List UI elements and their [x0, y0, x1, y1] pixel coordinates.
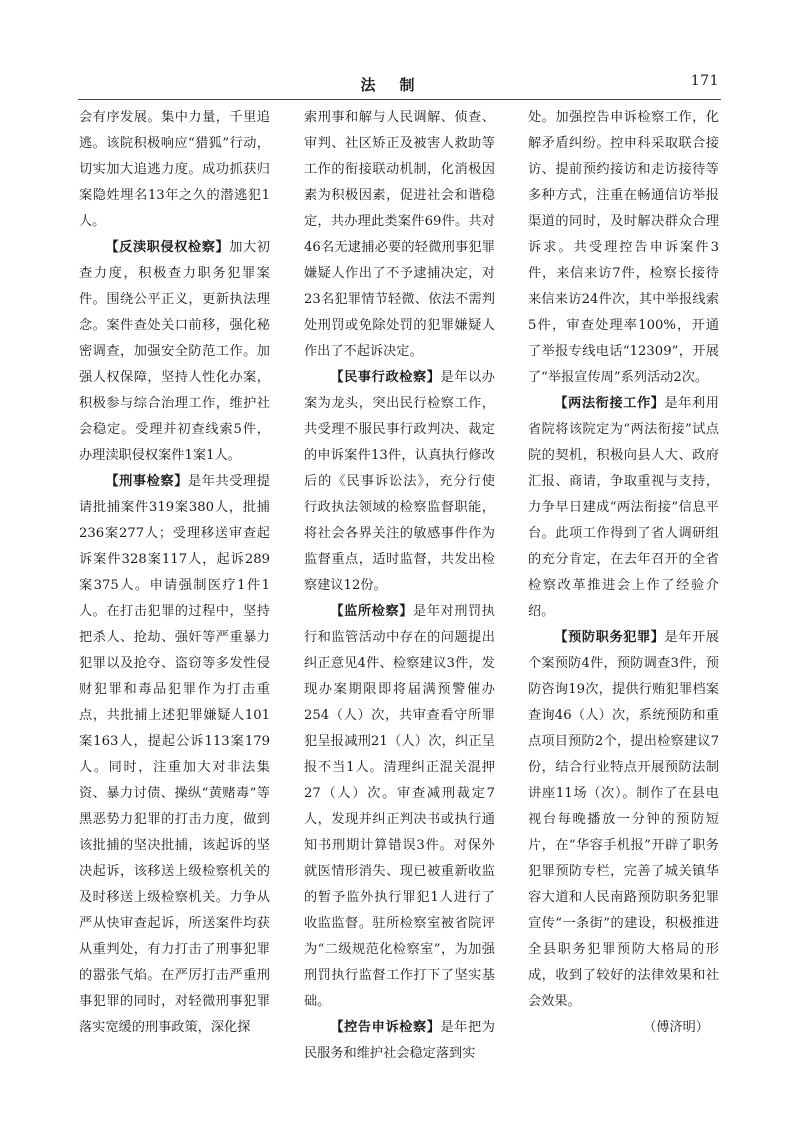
paragraph-continuation: 索刑事和解与人民调解、侦查、审判、社区矫正及被害人救助等工作的衔接联动机制，化消极因素为积极因素，促进社会和谐稳定，共办理此类案件69件。共对46名无逮捕必要的轻微刑事犯罪嫌疑人作出了不予逮捕决定，对23名犯罪情节轻微、依法不需判处刑罚或免除处罚的犯罪嫌疑人作出了不起诉决定。: [304, 110, 495, 359]
section-paragraph: [79, 469, 270, 1041]
section-heading: 【预防职务犯罪】: [554, 630, 665, 645]
author-signature: （傅济明）: [643, 1020, 709, 1035]
section-heading: 【刑事检察】: [105, 474, 188, 489]
section-title: 法制: [360, 76, 439, 94]
section-heading: 【控告申诉检察】: [330, 1020, 441, 1035]
section-body: 是年对刑罚执行和监管活动中存在的问题提出纠正意见4件、检察建议3件，发现办案期限即将届满预警催办254（人）次，共审查看守所罪犯呈报减刑21（人）次，纠正呈报不当1人。清理纠正混关混押27（人）次。审查减刑裁定7人，发现并纠正判决书或执行通知书刑期计算错误3件。对保外就医情形消失、现已被重新收监的暂予监外执行罪犯1人进行了收监监督。驻所检察室被省院评为“二级规范化检察室”，为加强刑罚执行监督工作打下了坚实基础。: [304, 604, 495, 1009]
text-column-3: [528, 105, 719, 1041]
section-heading: 【监所检察】: [330, 604, 413, 619]
section-body: 加大初查力度，积极查力职务犯罪案件。围绕公平正义，更新执法理念。案件查处关口前移，强化秘密调查，加强安全防范工作。加强人权保障，坚持人性化办案，积极参与综合治理工作，维护社会稳定。受理并初查线索5件，办理渎职侵权案件1案1人。: [79, 240, 270, 463]
paragraph-continuation: 会有序发展。集中力量，千里追逃。该院积极响应“猎狐”行动，切实加大追逃力度。成功抓获归案隐姓埋名13年之久的潜逃犯1人。: [79, 110, 270, 229]
section-body: 是年共受理提请批捕案件319案380人，批捕236案277人；受理移送审查起诉案件328案117人，起诉289案375人。申请强制医疗1件1人。在打击犯罪的过程中，坚持把杀人、抢劫、强奸等严重暴力犯罪以及抢夺、盗窃等多发性侵财犯罪和毒品犯罪作为打击重点，共批捕上述犯罪嫌疑人101案163人，提起公诉113案179人。同时，注重加大对非法集资、暴力讨债、操纵“黄赌毒”等黑恶势力犯罪的打击力度，做到该批捕的坚决批捕，该起诉的坚决起诉，该移送上级检察机关的及时移送上级检察机关。力争从严从快审查起诉，所送案件均获从重判处，有力打击了刑事犯罪的嚣张气焰。在严厉打击严重刑事犯罪的同时，对轻微刑事犯罪落实宽缓的刑事政策，深化探: [79, 474, 270, 1035]
paragraph-continuation: 处。加强控告申诉检察工作，化解矛盾纠纷。控申科采取联合接访、提前预约接访和走访接待等多种方式，注重在畅通信访举报渠道的同时，及时解决群众合理诉求。共受理控告申诉案件3件，来信来访7件，检察长接待来信来访24件次，其中举报线索5件，审查处理率100%，开通了举报专线电话“12309”，开展了“举报宣传周”系列活动2次。: [528, 110, 719, 385]
section-paragraph: [528, 391, 719, 625]
section-heading: 【反渎职侵权检察】: [105, 240, 230, 255]
text-column-2: [304, 105, 495, 1067]
section-body: 是年开展个案预防4件，预防调查3件，预防咨询19次，提供行贿犯罪档案查询46（人）次，系统预防和重点项目预防2个，提出检察建议7份，结合行业特点开展预防法制讲座11场（次）。制作了在县电视台每晚播放一分钟的预防短片，在“华容手机报”开辟了职务犯罪预防专栏，完善了城关镇华容大道和人民南路预防职务犯罪宣传“一条街”的建设，积极推进全县职务犯罪预防大格局的形成，收到了较好的法律效果和社会效果。: [528, 630, 719, 1009]
section-body: 是年利用省院将该院定为“两法衔接”试点院的契机，积极向县人大、政府汇报、商请，争取重视与支持，力争早日建成“两法衔接”信息平台。此项工作得到了省人调研组的充分肯定，在去年召开的全省检察改革推进会上作了经验介绍。: [528, 396, 719, 619]
section-paragraph: [304, 599, 495, 1015]
section-paragraph: [528, 625, 719, 1015]
running-header: [78, 70, 721, 100]
text-column-1: [79, 105, 270, 1041]
section-paragraph: [304, 1015, 495, 1067]
section-paragraph: [79, 235, 270, 469]
section-body: 是年以办案为龙头，突出民行检察工作，共受理不服民事行政判决、裁定的申诉案件13件，认真执行修改后的《民事诉讼法》，充分行使行政执法领域的检察监督职能，将社会各界关注的敏感事件作为监督重点，适时监督，共发出检察建议12份。: [304, 370, 495, 593]
page-number: 171: [690, 73, 719, 89]
section-heading: 【民事行政检察】: [330, 370, 441, 385]
section-heading: 【两法衔接工作】: [554, 396, 665, 411]
header-rule: [78, 99, 721, 100]
section-paragraph: [304, 365, 495, 599]
section-body: 是年把为民服务和维护社会稳定落到实: [304, 1020, 495, 1061]
